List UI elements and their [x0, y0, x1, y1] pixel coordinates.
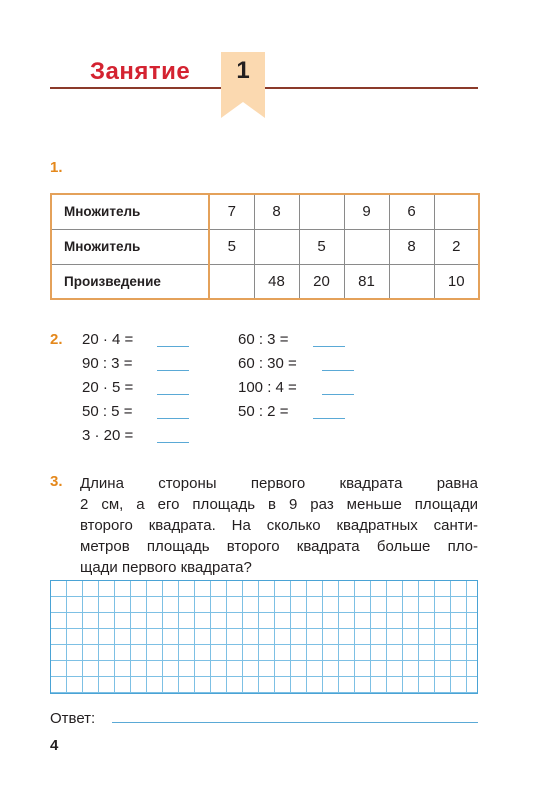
answer-line[interactable] [112, 722, 478, 723]
table-row [51, 229, 479, 264]
lesson-number: 1 [236, 57, 250, 84]
table-row [51, 264, 479, 299]
table-cell: 81 [344, 264, 389, 299]
problem-line: метров площадь второго квадрата больше пло- [80, 538, 478, 555]
expression-right-2: 60 : 30 = [238, 355, 297, 372]
empty-cell[interactable] [389, 264, 434, 299]
task-3-number: 3. [50, 473, 63, 490]
answer-blank[interactable] [322, 370, 354, 371]
expression-right-1: 60 : 3 = [238, 331, 289, 348]
task-2-number: 2. [50, 331, 63, 348]
table-cell: 10 [434, 264, 479, 299]
expression-right-4: 50 : 2 = [238, 403, 289, 420]
problem-text [80, 473, 478, 578]
expression-right-3: 100 : 4 = [238, 379, 297, 396]
table-cell: 6 [389, 194, 434, 229]
expression-left-5: 3 · 20 = [82, 427, 134, 444]
answer-blank[interactable] [157, 442, 189, 443]
expression-left-3: 20 · 5 = [82, 379, 134, 396]
answer-blank[interactable] [157, 370, 189, 371]
table-cell: 5 [209, 229, 254, 264]
empty-cell[interactable] [434, 194, 479, 229]
expression-left-1: 20 · 4 = [82, 331, 134, 348]
answer-blank[interactable] [157, 346, 189, 347]
answer-blank[interactable] [322, 394, 354, 395]
answer-blank[interactable] [313, 346, 345, 347]
multiplication-table [50, 193, 480, 300]
answer-blank[interactable] [157, 418, 189, 419]
table-cell: 5 [299, 229, 344, 264]
row-label: Произведение [51, 264, 209, 299]
table-cell: 20 [299, 264, 344, 299]
problem-line: щади первого квадрата? [80, 559, 252, 576]
page-number: 4 [50, 737, 59, 754]
lesson-title: Занятие [90, 58, 191, 85]
problem-line: второго квадрата. На сколько квадратных санти- [80, 517, 478, 534]
table-cell: 48 [254, 264, 299, 299]
table-cell: 9 [344, 194, 389, 229]
expression-left-4: 50 : 5 = [82, 403, 133, 420]
table-cell: 8 [389, 229, 434, 264]
answer-label: Ответ: [50, 710, 96, 727]
problem-line: 2 см, а его площадь в 9 раз меньше площади [80, 496, 478, 513]
solution-grid[interactable] [50, 580, 478, 694]
table-cell: 2 [434, 229, 479, 264]
answer-blank[interactable] [157, 394, 189, 395]
empty-cell[interactable] [209, 264, 254, 299]
empty-cell[interactable] [299, 194, 344, 229]
table-row [51, 194, 479, 229]
table-cell: 8 [254, 194, 299, 229]
row-label: Множитель [51, 194, 209, 229]
row-label: Множитель [51, 229, 209, 264]
task-1-number: 1. [50, 159, 63, 176]
answer-blank[interactable] [313, 418, 345, 419]
empty-cell[interactable] [344, 229, 389, 264]
table-cell: 7 [209, 194, 254, 229]
empty-cell[interactable] [254, 229, 299, 264]
problem-line: Длина стороны первого квадрата равна [80, 475, 478, 492]
expression-left-2: 90 : 3 = [82, 355, 133, 372]
